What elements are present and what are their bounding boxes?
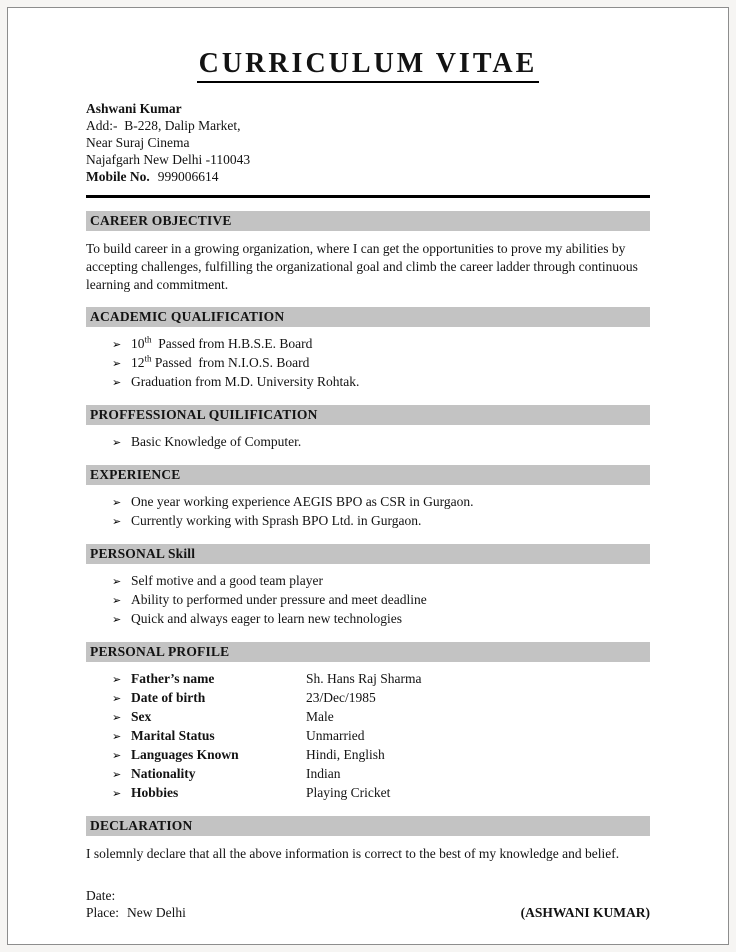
arrow-bullet-icon: ➢ [112, 595, 122, 607]
signature: (ASHWANI KUMAR) [520, 905, 650, 920]
profile-row [86, 746, 650, 765]
document-page [7, 7, 729, 945]
arrow-bullet-icon: ➢ [112, 358, 122, 370]
list-item [86, 335, 650, 354]
declaration-text: I solemnly declare that all the above information is correct to the best of my knowledge and belief. [86, 846, 620, 861]
section-heading-personal-profile: PERSONAL PROFILE [86, 642, 650, 662]
section-heading-declaration: DECLARATION [86, 816, 650, 836]
contact-address-line-1: Add:- B-228, Dalip Market, [86, 118, 241, 133]
profile-label: Languages Known [131, 747, 239, 762]
profile-row [86, 727, 650, 746]
list-item-text: Graduation from M.D. University Rohtak. [131, 374, 360, 389]
place-label: Place: [86, 905, 119, 920]
list-item [86, 373, 650, 392]
arrow-bullet-icon: ➢ [112, 731, 122, 743]
profile-value: Sh. Hans Raj Sharma [306, 671, 422, 686]
profile-label: Hobbies [131, 785, 179, 800]
list-item-text: Currently working with Sprash BPO Ltd. in Gurgaon. [131, 513, 422, 528]
profile-value: Unmarried [306, 728, 365, 743]
list-item-text: Ability to performed under pressure and meet deadline [131, 592, 427, 607]
arrow-bullet-icon: ➢ [112, 516, 122, 528]
section-heading-academic-qualification: ACADEMIC QUALIFICATION [86, 307, 650, 327]
list-item-text: 12th Passed from N.I.O.S. Board [131, 353, 310, 370]
professional-list [86, 433, 650, 452]
header-divider [86, 195, 650, 198]
profile-row [86, 784, 650, 803]
profile-list [86, 670, 650, 803]
profile-row [86, 689, 650, 708]
list-item-text: 10th Passed from H.B.S.E. Board [131, 334, 313, 351]
skills-list [86, 572, 650, 629]
arrow-bullet-icon: ➢ [112, 674, 122, 686]
profile-row [86, 670, 650, 689]
arrow-bullet-icon: ➢ [112, 377, 122, 389]
arrow-bullet-icon: ➢ [112, 693, 122, 705]
contact-address-line-3: Najafgarh New Delhi -110043 [86, 152, 251, 167]
contact-address-line-2: Near Suraj Cinema [86, 135, 190, 150]
profile-label: Father’s name [131, 671, 215, 686]
title-wrap [86, 48, 650, 83]
list-item [86, 354, 650, 373]
arrow-bullet-icon: ➢ [112, 614, 122, 626]
list-item [86, 591, 650, 610]
list-item-text: Quick and always eager to learn new technologies [131, 611, 403, 626]
contact-name: Ashwani Kumar [86, 101, 182, 116]
section-heading-professional-qualification: PROFFESSIONAL QUILIFICATION [86, 405, 650, 425]
academic-list [86, 335, 650, 392]
experience-list [86, 493, 650, 531]
profile-value: Playing Cricket [306, 785, 391, 800]
contact-block [86, 100, 650, 185]
profile-value: Male [306, 709, 334, 724]
arrow-bullet-icon: ➢ [112, 769, 122, 781]
profile-label: Date of birth [131, 690, 206, 705]
profile-value: 23/Dec/1985 [306, 690, 376, 705]
contact-mobile-line [86, 168, 650, 185]
place-value: New Delhi [127, 905, 186, 920]
profile-value: Hindi, English [306, 747, 385, 762]
profile-label: Nationality [131, 766, 196, 781]
list-item [86, 572, 650, 591]
list-item [86, 512, 650, 531]
arrow-bullet-icon: ➢ [112, 339, 122, 351]
list-item-text: Basic Knowledge of Computer. [131, 434, 302, 449]
date-line: Date: [86, 888, 116, 903]
profile-label: Sex [131, 709, 152, 724]
career-objective-text: To build career in a growing organization, where I can get the opportunities to prove my abilities by accepting challenges, fulfilling the organizational goal and climb the career ladder through continuous learning and commitment. [86, 241, 642, 292]
footer-left [86, 887, 186, 921]
section-heading-career-objective: CAREER OBJECTIVE [86, 211, 650, 231]
arrow-bullet-icon: ➢ [112, 497, 122, 509]
profile-row [86, 708, 650, 727]
list-item-text: One year working experience AEGIS BPO as CSR in Gurgaon. [131, 494, 474, 509]
arrow-bullet-icon: ➢ [112, 750, 122, 762]
document-title: CURRICULUM VITAE [197, 48, 540, 83]
footer [86, 887, 650, 921]
mobile-label: Mobile No. [86, 169, 150, 184]
arrow-bullet-icon: ➢ [112, 712, 122, 724]
place-line [86, 904, 186, 921]
section-heading-experience: EXPERIENCE [86, 465, 650, 485]
profile-label: Marital Status [131, 728, 215, 743]
arrow-bullet-icon: ➢ [112, 437, 122, 449]
list-item [86, 493, 650, 512]
list-item [86, 433, 650, 452]
arrow-bullet-icon: ➢ [112, 788, 122, 800]
profile-value: Indian [306, 766, 341, 781]
mobile-number: 999006614 [157, 169, 219, 184]
profile-row [86, 765, 650, 784]
section-heading-personal-skill: PERSONAL Skill [86, 544, 650, 564]
arrow-bullet-icon: ➢ [112, 576, 122, 588]
list-item-text: Self motive and a good team player [131, 573, 323, 588]
list-item [86, 610, 650, 629]
